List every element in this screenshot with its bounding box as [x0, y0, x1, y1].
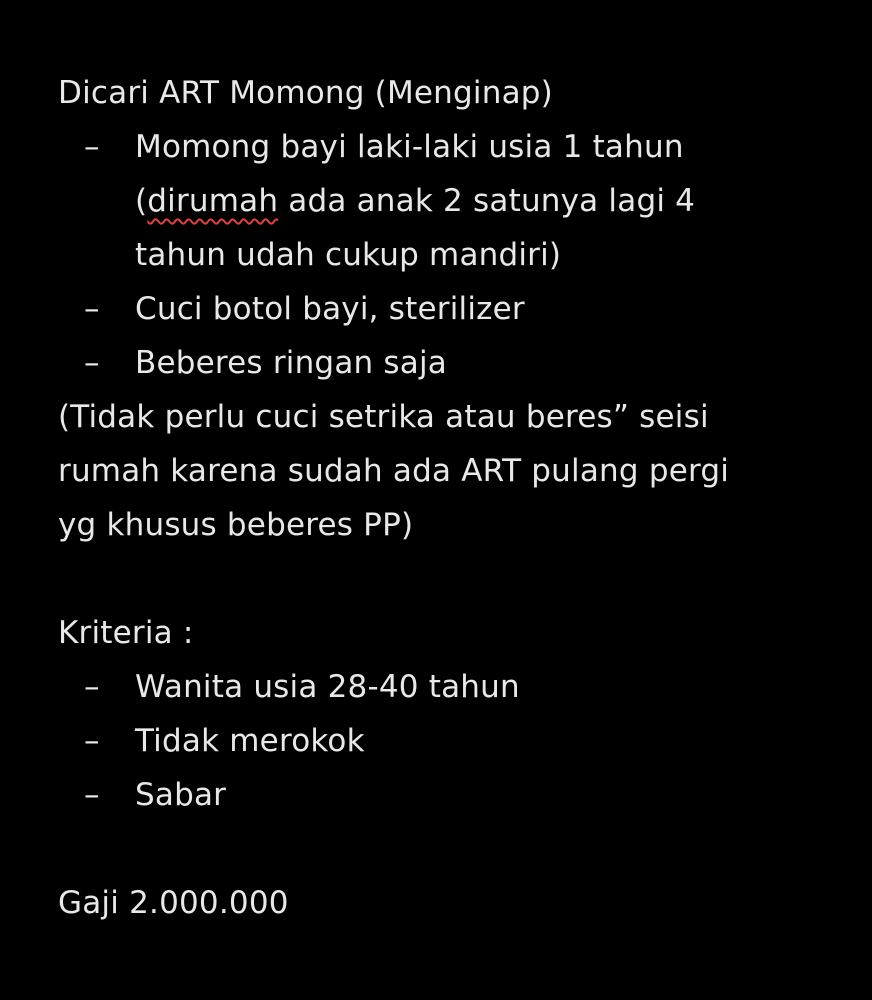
bullet-dash: –	[84, 291, 100, 327]
bullet-dash: –	[84, 345, 100, 381]
job-posting-note[interactable]	[58, 66, 848, 930]
criteria-text: Sabar	[135, 777, 227, 813]
criteria-item	[58, 660, 848, 714]
bullet-dash: –	[84, 669, 100, 705]
note-line: yg khusus beberes PP)	[58, 507, 414, 543]
text-run: Cuci botol bayi, sterilizer	[135, 291, 525, 327]
misspelled-word[interactable]: dirumah	[147, 183, 279, 219]
duty-line	[135, 120, 848, 174]
criteria-item	[58, 714, 848, 768]
text-run: Momong bayi laki-laki usia 1 tahun	[135, 129, 684, 165]
blank-line	[58, 552, 848, 606]
salary-line: Gaji 2.000.000	[58, 885, 289, 921]
duty-line	[135, 282, 848, 336]
blank-line	[58, 822, 848, 876]
duty-item	[58, 282, 848, 336]
note-line: (Tidak perlu cuci setrika atau beres” seisi	[58, 399, 709, 435]
note-paragraph	[58, 390, 848, 552]
text-run: Beberes ringan saja	[135, 345, 447, 381]
bullet-dash: –	[84, 129, 100, 165]
criteria-item	[58, 768, 848, 822]
bullet-dash: –	[84, 723, 100, 759]
text-run: (	[135, 183, 148, 219]
criteria-text: Wanita usia 28-40 tahun	[135, 669, 520, 705]
text-run: tahun udah cukup mandiri)	[135, 237, 562, 273]
duty-item	[58, 120, 848, 282]
duty-line	[135, 336, 848, 390]
criteria-text: Tidak merokok	[135, 723, 365, 759]
bullet-dash: –	[84, 777, 100, 813]
text-run: ada anak 2 satunya lagi 4	[278, 183, 696, 219]
duty-item	[58, 336, 848, 390]
criteria-heading: Kriteria :	[58, 615, 194, 651]
duty-line	[135, 228, 848, 282]
duties-list	[58, 120, 848, 390]
note-line: rumah karena sudah ada ART pulang pergi	[58, 453, 730, 489]
criteria-list	[58, 660, 848, 822]
posting-title: Dicari ART Momong (Menginap)	[58, 75, 553, 111]
duty-line	[135, 174, 848, 228]
